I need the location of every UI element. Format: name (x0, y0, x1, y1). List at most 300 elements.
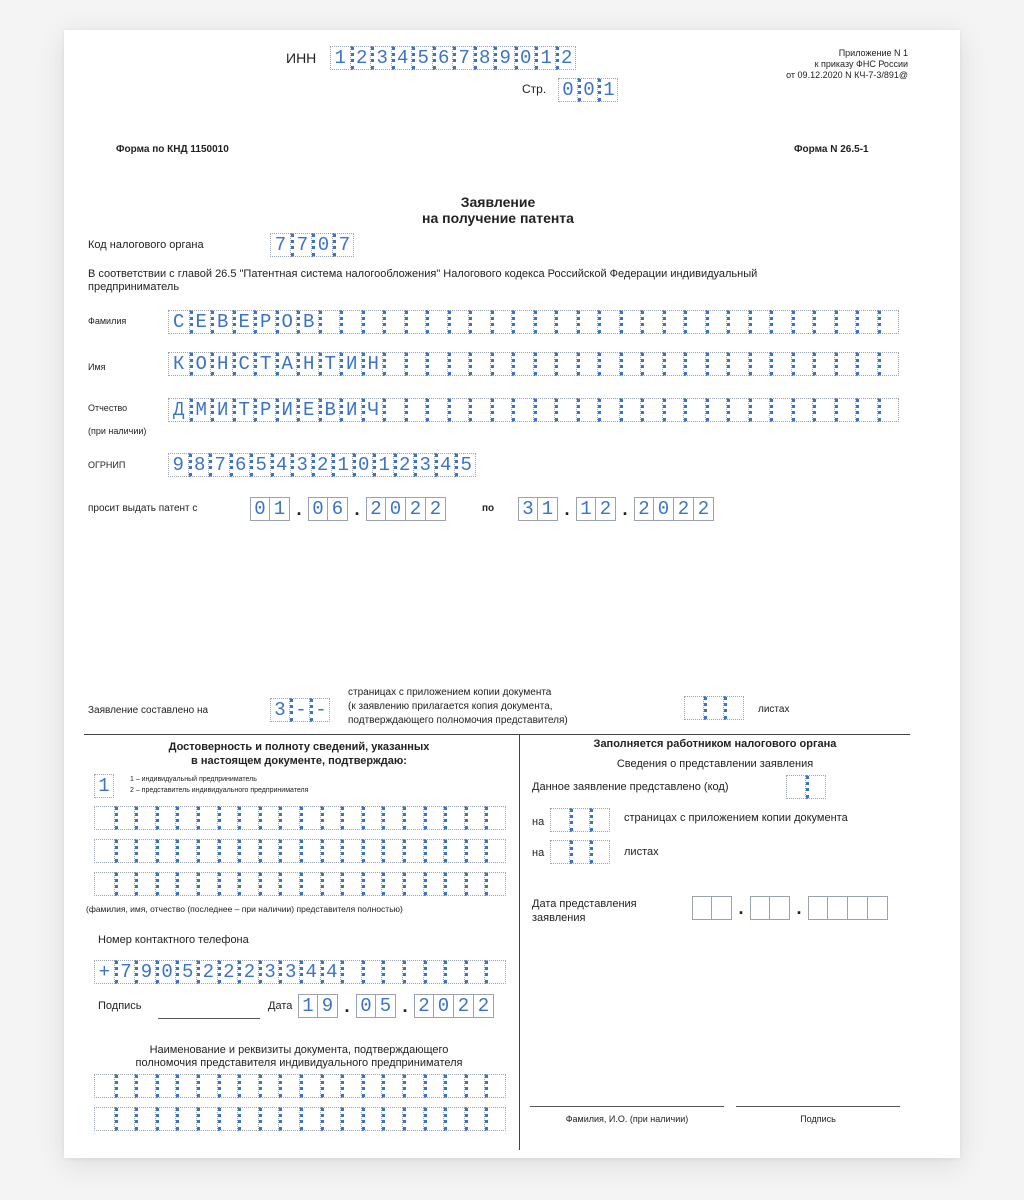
char-cell[interactable]: Н (297, 352, 319, 376)
char-cell[interactable] (156, 839, 177, 863)
char-cell[interactable]: 7 (270, 233, 291, 257)
char-cell[interactable] (469, 398, 491, 422)
char-cell[interactable]: - (290, 698, 310, 722)
char-cell[interactable] (786, 775, 806, 799)
char-cell[interactable]: 3 (279, 960, 300, 984)
char-cell[interactable]: 9 (318, 994, 338, 1018)
char-cell[interactable] (321, 839, 342, 863)
char-cell[interactable]: 2 (197, 960, 218, 984)
char-cell[interactable] (405, 398, 427, 422)
date-part[interactable] (634, 497, 714, 521)
char-cell[interactable] (555, 352, 577, 376)
phone-field[interactable] (94, 960, 506, 984)
char-cell[interactable] (465, 839, 486, 863)
char-cell[interactable] (382, 872, 403, 896)
char-cell[interactable] (382, 806, 403, 830)
date-part[interactable] (750, 896, 790, 920)
char-cell[interactable]: Т (233, 398, 255, 422)
char-cell[interactable] (94, 872, 115, 896)
char-cell[interactable] (383, 352, 405, 376)
char-cell[interactable] (835, 310, 857, 334)
char-cell[interactable] (813, 352, 835, 376)
char-cell[interactable] (469, 310, 491, 334)
sheets-count-field[interactable] (684, 696, 744, 720)
char-cell[interactable]: 4 (321, 960, 342, 984)
char-cell[interactable] (426, 310, 448, 334)
char-cell[interactable] (512, 352, 534, 376)
char-cell[interactable]: 2 (454, 994, 474, 1018)
char-cell[interactable] (341, 872, 362, 896)
char-cell[interactable] (362, 310, 384, 334)
char-cell[interactable]: 1 (298, 994, 318, 1018)
char-cell[interactable] (135, 806, 156, 830)
char-cell[interactable]: В (297, 310, 319, 334)
date-part[interactable] (250, 497, 290, 521)
char-cell[interactable]: О (276, 310, 298, 334)
char-cell[interactable] (444, 872, 465, 896)
char-cell[interactable] (218, 839, 239, 863)
char-cell[interactable] (383, 398, 405, 422)
char-cell[interactable] (684, 352, 706, 376)
char-cell[interactable]: Д (168, 398, 190, 422)
char-cell[interactable] (259, 806, 280, 830)
char-cell[interactable]: Ч (362, 398, 384, 422)
char-cell[interactable]: 2 (312, 453, 333, 477)
char-cell[interactable]: + (94, 960, 115, 984)
char-cell[interactable] (663, 398, 685, 422)
char-cell[interactable] (424, 1107, 445, 1131)
char-cell[interactable] (424, 839, 445, 863)
char-cell[interactable] (403, 1074, 424, 1098)
signature-date-field[interactable] (298, 994, 494, 1018)
char-cell[interactable]: 1 (576, 497, 596, 521)
char-cell[interactable] (712, 896, 732, 920)
char-cell[interactable]: 2 (351, 46, 372, 70)
char-cell[interactable] (362, 960, 383, 984)
char-cell[interactable]: К (168, 352, 190, 376)
page-number-field[interactable] (558, 78, 618, 102)
char-cell[interactable] (749, 398, 771, 422)
char-cell[interactable]: 1 (94, 774, 114, 798)
official-signature-line[interactable] (736, 1106, 900, 1107)
pages-count-field[interactable] (270, 698, 330, 722)
char-cell[interactable] (577, 398, 599, 422)
char-cell[interactable]: 9 (494, 46, 515, 70)
char-cell[interactable] (197, 872, 218, 896)
char-cell[interactable]: 1 (535, 46, 556, 70)
char-cell[interactable]: 2 (634, 497, 654, 521)
char-cell[interactable]: 0 (353, 453, 374, 477)
char-cell[interactable] (724, 696, 744, 720)
char-cell[interactable]: И (211, 398, 233, 422)
char-cell[interactable] (590, 840, 610, 864)
char-cell[interactable] (426, 352, 448, 376)
char-cell[interactable] (362, 839, 383, 863)
char-cell[interactable]: 8 (474, 46, 495, 70)
char-cell[interactable] (465, 1074, 486, 1098)
char-cell[interactable]: 2 (596, 497, 616, 521)
char-cell[interactable] (598, 352, 620, 376)
char-cell[interactable]: И (340, 398, 362, 422)
representative-name-row[interactable] (94, 839, 506, 863)
tax-code-field[interactable] (270, 233, 354, 257)
char-cell[interactable]: 4 (435, 453, 456, 477)
char-cell[interactable] (382, 960, 403, 984)
char-cell[interactable] (238, 1107, 259, 1131)
char-cell[interactable]: 7 (333, 233, 354, 257)
representative-name-row[interactable] (94, 806, 506, 830)
char-cell[interactable] (577, 310, 599, 334)
char-cell[interactable] (727, 310, 749, 334)
char-cell[interactable]: 6 (230, 453, 251, 477)
date-part[interactable] (414, 994, 494, 1018)
char-cell[interactable] (321, 1074, 342, 1098)
date-part[interactable] (298, 994, 338, 1018)
char-cell[interactable] (218, 1107, 239, 1131)
char-cell[interactable] (465, 1107, 486, 1131)
char-cell[interactable] (448, 352, 470, 376)
char-cell[interactable] (706, 352, 728, 376)
char-cell[interactable] (300, 1107, 321, 1131)
char-cell[interactable] (383, 310, 405, 334)
char-cell[interactable] (808, 896, 828, 920)
char-cell[interactable] (341, 960, 362, 984)
char-cell[interactable] (663, 310, 685, 334)
char-cell[interactable] (403, 839, 424, 863)
char-cell[interactable] (491, 398, 513, 422)
char-cell[interactable]: 2 (394, 453, 415, 477)
char-cell[interactable] (684, 310, 706, 334)
char-cell[interactable] (641, 352, 663, 376)
char-cell[interactable] (279, 1074, 300, 1098)
char-cell[interactable] (835, 352, 857, 376)
char-cell[interactable]: 2 (474, 994, 494, 1018)
char-cell[interactable] (403, 1107, 424, 1131)
char-cell[interactable]: Р (254, 310, 276, 334)
char-cell[interactable] (684, 398, 706, 422)
char-cell[interactable]: 0 (308, 497, 328, 521)
char-cell[interactable] (828, 896, 848, 920)
char-cell[interactable]: 1 (332, 453, 353, 477)
char-cell[interactable] (197, 1074, 218, 1098)
patent-start-date[interactable] (250, 497, 446, 521)
char-cell[interactable] (598, 310, 620, 334)
char-cell[interactable] (94, 806, 115, 830)
char-cell[interactable] (403, 960, 424, 984)
char-cell[interactable] (813, 310, 835, 334)
char-cell[interactable] (485, 872, 506, 896)
char-cell[interactable]: 2 (218, 960, 239, 984)
char-cell[interactable] (856, 398, 878, 422)
char-cell[interactable]: 9 (135, 960, 156, 984)
char-cell[interactable]: 1 (373, 453, 394, 477)
char-cell[interactable] (770, 310, 792, 334)
char-cell[interactable] (156, 1074, 177, 1098)
char-cell[interactable]: 1 (598, 78, 618, 102)
char-cell[interactable]: 0 (578, 78, 598, 102)
char-cell[interactable]: Т (254, 352, 276, 376)
char-cell[interactable] (485, 1107, 506, 1131)
char-cell[interactable] (848, 896, 868, 920)
char-cell[interactable] (792, 352, 814, 376)
char-cell[interactable] (426, 398, 448, 422)
char-cell[interactable] (259, 839, 280, 863)
char-cell[interactable] (620, 398, 642, 422)
char-cell[interactable]: Р (254, 398, 276, 422)
char-cell[interactable] (534, 310, 556, 334)
char-cell[interactable] (813, 398, 835, 422)
char-cell[interactable] (259, 872, 280, 896)
char-cell[interactable] (135, 1074, 156, 1098)
char-cell[interactable] (382, 839, 403, 863)
char-cell[interactable]: Е (297, 398, 319, 422)
char-cell[interactable] (94, 839, 115, 863)
char-cell[interactable]: О (190, 352, 212, 376)
signer-type-field[interactable] (94, 774, 114, 798)
char-cell[interactable]: 3 (259, 960, 280, 984)
char-cell[interactable] (176, 872, 197, 896)
char-cell[interactable] (362, 1074, 383, 1098)
char-cell[interactable] (341, 1107, 362, 1131)
char-cell[interactable]: В (211, 310, 233, 334)
char-cell[interactable] (792, 310, 814, 334)
char-cell[interactable] (321, 1107, 342, 1131)
official-sheets-field[interactable] (550, 840, 610, 864)
signature-line[interactable] (158, 1018, 260, 1019)
char-cell[interactable] (279, 872, 300, 896)
inn-field[interactable] (330, 46, 576, 70)
char-cell[interactable]: 0 (356, 994, 376, 1018)
char-cell[interactable] (512, 398, 534, 422)
char-cell[interactable] (444, 1074, 465, 1098)
char-cell[interactable]: 3 (414, 453, 435, 477)
char-cell[interactable] (300, 872, 321, 896)
char-cell[interactable] (424, 1074, 445, 1098)
char-cell[interactable] (749, 352, 771, 376)
char-cell[interactable]: 2 (366, 497, 386, 521)
submission-code-field[interactable] (786, 775, 826, 799)
char-cell[interactable]: 1 (538, 497, 558, 521)
char-cell[interactable] (405, 352, 427, 376)
char-cell[interactable]: 0 (558, 78, 578, 102)
char-cell[interactable] (382, 1074, 403, 1098)
char-cell[interactable] (856, 310, 878, 334)
char-cell[interactable]: М (190, 398, 212, 422)
char-cell[interactable] (856, 352, 878, 376)
char-cell[interactable] (176, 1107, 197, 1131)
char-cell[interactable] (641, 310, 663, 334)
char-cell[interactable]: В (319, 398, 341, 422)
char-cell[interactable]: 3 (270, 698, 290, 722)
char-cell[interactable] (878, 310, 900, 334)
surname-field[interactable] (168, 310, 899, 334)
char-cell[interactable]: 1 (330, 46, 351, 70)
char-cell[interactable] (448, 310, 470, 334)
char-cell[interactable]: С (233, 352, 255, 376)
char-cell[interactable]: С (168, 310, 190, 334)
char-cell[interactable]: 5 (176, 960, 197, 984)
char-cell[interactable] (570, 840, 590, 864)
char-cell[interactable] (444, 1107, 465, 1131)
char-cell[interactable] (218, 872, 239, 896)
char-cell[interactable]: 0 (386, 497, 406, 521)
char-cell[interactable] (491, 310, 513, 334)
char-cell[interactable]: 6 (328, 497, 348, 521)
char-cell[interactable]: 4 (271, 453, 292, 477)
char-cell[interactable] (485, 839, 506, 863)
char-cell[interactable] (279, 806, 300, 830)
char-cell[interactable] (341, 1074, 362, 1098)
char-cell[interactable] (362, 872, 383, 896)
char-cell[interactable] (115, 839, 136, 863)
char-cell[interactable] (197, 839, 218, 863)
char-cell[interactable] (835, 398, 857, 422)
char-cell[interactable]: 8 (189, 453, 210, 477)
char-cell[interactable] (341, 839, 362, 863)
char-cell[interactable] (321, 806, 342, 830)
char-cell[interactable]: 5 (412, 46, 433, 70)
char-cell[interactable]: Н (362, 352, 384, 376)
char-cell[interactable] (424, 960, 445, 984)
char-cell[interactable] (465, 960, 486, 984)
char-cell[interactable] (135, 1107, 156, 1131)
char-cell[interactable]: 2 (556, 46, 577, 70)
char-cell[interactable] (620, 352, 642, 376)
char-cell[interactable] (300, 1074, 321, 1098)
date-part[interactable] (366, 497, 446, 521)
char-cell[interactable] (577, 352, 599, 376)
char-cell[interactable] (534, 352, 556, 376)
char-cell[interactable]: 0 (156, 960, 177, 984)
char-cell[interactable] (485, 806, 506, 830)
char-cell[interactable] (750, 896, 770, 920)
char-cell[interactable] (279, 1107, 300, 1131)
char-cell[interactable]: 5 (455, 453, 476, 477)
char-cell[interactable] (135, 839, 156, 863)
char-cell[interactable]: 4 (300, 960, 321, 984)
char-cell[interactable]: 0 (515, 46, 536, 70)
char-cell[interactable]: Т (319, 352, 341, 376)
char-cell[interactable]: 6 (433, 46, 454, 70)
char-cell[interactable] (238, 1074, 259, 1098)
char-cell[interactable] (448, 398, 470, 422)
char-cell[interactable]: 5 (376, 994, 396, 1018)
char-cell[interactable] (115, 1107, 136, 1131)
char-cell[interactable] (792, 398, 814, 422)
char-cell[interactable] (444, 806, 465, 830)
char-cell[interactable] (197, 1107, 218, 1131)
char-cell[interactable] (115, 1074, 136, 1098)
char-cell[interactable] (641, 398, 663, 422)
char-cell[interactable] (362, 806, 383, 830)
char-cell[interactable] (382, 1107, 403, 1131)
char-cell[interactable] (590, 808, 610, 832)
char-cell[interactable] (300, 806, 321, 830)
char-cell[interactable]: 7 (209, 453, 230, 477)
patent-end-date[interactable] (518, 497, 714, 521)
char-cell[interactable] (238, 872, 259, 896)
char-cell[interactable] (403, 806, 424, 830)
char-cell[interactable] (405, 310, 427, 334)
char-cell[interactable] (135, 872, 156, 896)
ogrnip-field[interactable] (168, 453, 476, 477)
representative-name-row[interactable] (94, 872, 506, 896)
char-cell[interactable] (469, 352, 491, 376)
char-cell[interactable] (770, 398, 792, 422)
char-cell[interactable]: 9 (168, 453, 189, 477)
char-cell[interactable]: 2 (674, 497, 694, 521)
char-cell[interactable] (485, 1074, 506, 1098)
char-cell[interactable] (156, 806, 177, 830)
char-cell[interactable]: Е (190, 310, 212, 334)
patronymic-field[interactable] (168, 398, 899, 422)
char-cell[interactable]: 7 (115, 960, 136, 984)
char-cell[interactable]: 4 (392, 46, 413, 70)
char-cell[interactable]: 2 (694, 497, 714, 521)
date-part[interactable] (308, 497, 348, 521)
char-cell[interactable] (156, 872, 177, 896)
char-cell[interactable] (868, 896, 888, 920)
char-cell[interactable]: 3 (291, 453, 312, 477)
char-cell[interactable]: - (310, 698, 330, 722)
submission-date-field[interactable] (692, 896, 888, 920)
char-cell[interactable] (341, 806, 362, 830)
char-cell[interactable] (598, 398, 620, 422)
char-cell[interactable] (259, 1107, 280, 1131)
char-cell[interactable]: И (276, 398, 298, 422)
date-part[interactable] (808, 896, 888, 920)
char-cell[interactable]: Е (233, 310, 255, 334)
char-cell[interactable]: 3 (518, 497, 538, 521)
char-cell[interactable]: 0 (250, 497, 270, 521)
char-cell[interactable]: 7 (291, 233, 312, 257)
char-cell[interactable] (806, 775, 826, 799)
char-cell[interactable] (465, 872, 486, 896)
date-part[interactable] (576, 497, 616, 521)
char-cell[interactable] (692, 896, 712, 920)
char-cell[interactable]: Н (211, 352, 233, 376)
char-cell[interactable] (465, 806, 486, 830)
char-cell[interactable] (704, 696, 724, 720)
document-details-row[interactable] (94, 1107, 506, 1131)
char-cell[interactable] (749, 310, 771, 334)
char-cell[interactable] (663, 352, 685, 376)
char-cell[interactable] (550, 808, 570, 832)
char-cell[interactable] (770, 352, 792, 376)
char-cell[interactable]: 2 (238, 960, 259, 984)
char-cell[interactable]: А (276, 352, 298, 376)
char-cell[interactable] (321, 872, 342, 896)
char-cell[interactable]: 5 (250, 453, 271, 477)
char-cell[interactable]: 7 (453, 46, 474, 70)
char-cell[interactable] (620, 310, 642, 334)
char-cell[interactable]: 0 (434, 994, 454, 1018)
document-details-row[interactable] (94, 1074, 506, 1098)
char-cell[interactable] (485, 960, 506, 984)
char-cell[interactable] (176, 806, 197, 830)
char-cell[interactable]: 1 (270, 497, 290, 521)
char-cell[interactable] (878, 352, 900, 376)
char-cell[interactable] (176, 839, 197, 863)
char-cell[interactable] (570, 808, 590, 832)
char-cell[interactable] (727, 352, 749, 376)
date-part[interactable] (518, 497, 558, 521)
char-cell[interactable] (94, 1074, 115, 1098)
char-cell[interactable] (706, 310, 728, 334)
char-cell[interactable] (156, 1107, 177, 1131)
char-cell[interactable] (550, 840, 570, 864)
char-cell[interactable] (300, 839, 321, 863)
